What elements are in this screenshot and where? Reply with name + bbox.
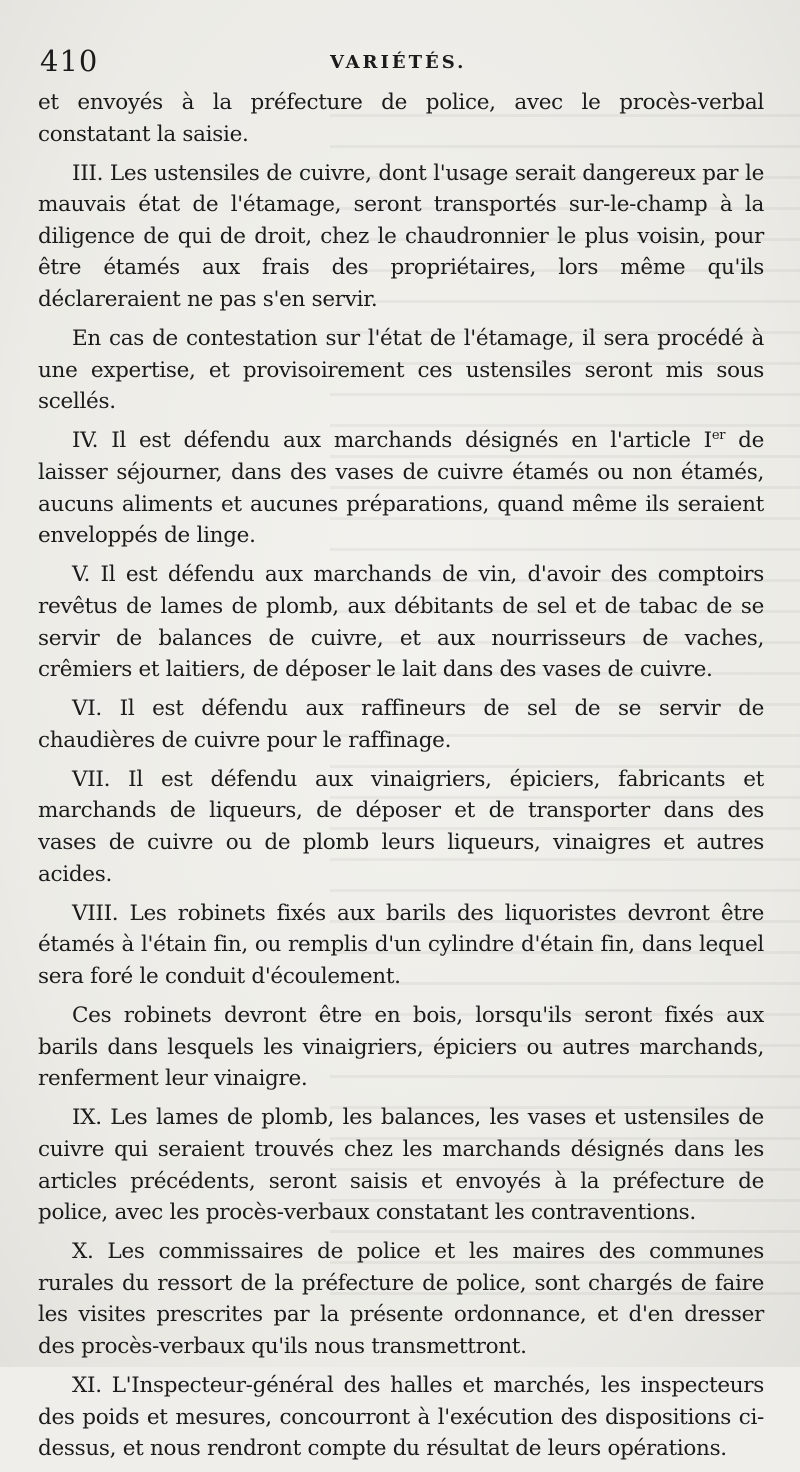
article-iv-text-before: IV. Il est défendu aux marchands désignés en l'article I [72, 428, 712, 454]
article-iv-superscript: er [711, 428, 726, 444]
article-iv-text-after: de laisser séjourner, dans des vases de cuivre étamés ou non étamés, aucuns aliments et aucunes préparations, quand même ils seraient enveloppés de linge. [38, 428, 765, 549]
paragraph-contestation: En cas de contestation sur l'état de l'étamage, il sera procédé à une expertise, et provisoirement ces ustensiles seront mis sous scellés. [38, 326, 764, 415]
article-vi: VI. Il est défendu aux raffineurs de sel de se servir de chaudières de cuivre pour le raffinage. [38, 696, 764, 753]
article-x: X. Les commissaires de police et les maires des communes rurales du ressort de la préfecture de police, sont chargés de faire les visites prescrites par la présente ordonnance, et d'en dresser des procès-verbaux qu'ils nous transmettront. [38, 1239, 764, 1359]
page-number: 410 [40, 44, 99, 78]
body-text [38, 87, 764, 1472]
paragraph-robinets: Ces robinets devront être en bois, lorsqu'ils seront fixés aux barils dans lesquels les vinaigriers, épiciers ou autres marchands, renferment leur vinaigre. [38, 1003, 764, 1092]
article-iii: III. Les ustensiles de cuivre, dont l'usage serait dangereux par le mauvais état de l'étamage, seront transportés sur-le-champ à la diligence de qui de droit, chez le chaudronnier le plus voisin, pour être étamés aux frais des propriétaires, lors même qu'ils déclareraient ne pas s'en servir. [38, 160, 764, 313]
running-head: VARIÉTÉS. [330, 52, 467, 73]
paragraph-continuation: et envoyés à la préfecture de police, avec le procès-verbal constatant la saisie. [38, 90, 764, 147]
article-vii: VII. Il est défendu aux vinaigriers, épiciers, fabricants et marchands de liqueurs, de déposer et de transporter dans des vases de cuivre ou de plomb leurs liqueurs, vinaigres et autres acides. [38, 766, 764, 887]
article-xi: XI. L'Inspecteur-général des halles et marchés, les inspecteurs des poids et mesures, concourront à l'exécution des dispositions ci-dessus, et nous rendront compte du résultat de leurs opérations. [38, 1373, 764, 1462]
page-header [0, 44, 800, 80]
article-viii: VIII. Les robinets fixés aux barils des liquoristes devront être étamés à l'étain fin, ou remplis d'un cylindre d'étain fin, dans lequel sera foré le conduit d'écoulement. [38, 900, 764, 989]
article-iv [38, 425, 764, 551]
article-v: V. Il est défendu aux marchands de vin, d'avoir des comptoirs revêtus de lames de plomb, aux débitants de sel et de tabac de se servir de balances de cuivre, et aux nourrisseurs de vaches, crêmiers et laitiers, de déposer le lait dans des vases de cuivre. [38, 562, 764, 683]
article-ix: IX. Les lames de plomb, les balances, les vases et ustensiles de cuivre qui seraient trouvés chez les marchands désignés dans les articles précédents, seront saisis et envoyés à la préfecture de police, avec les procès-verbaux constatant les contraventions. [38, 1105, 764, 1226]
